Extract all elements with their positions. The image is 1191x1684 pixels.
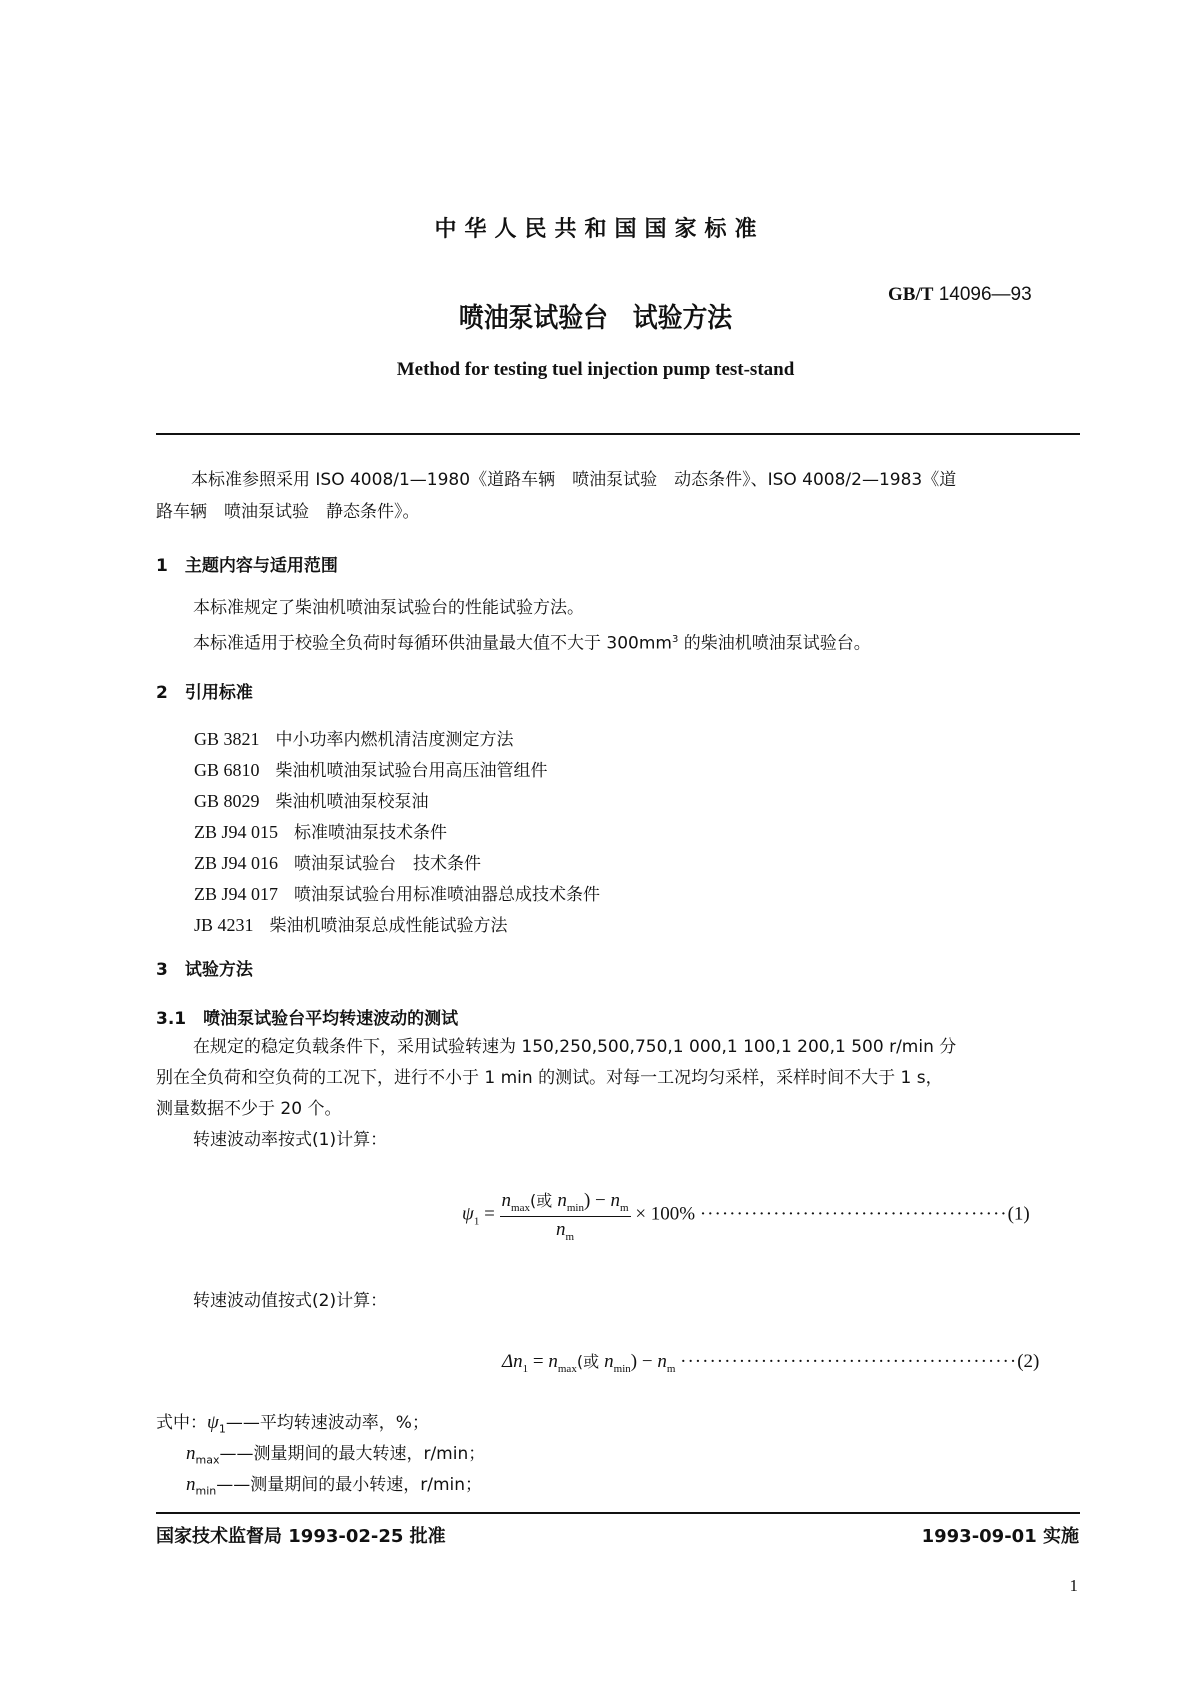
section-3-1-heading: 3.1 喷油泵试验台平均转速波动的测试 (156, 1009, 459, 1029)
standard-code-number: 14096—93 (938, 284, 1032, 305)
where-prefix: 式中： (156, 1413, 207, 1433)
reference-item (194, 848, 600, 879)
para-2-text: 本标准适用于校验全负荷时每循环供油量最大值不大于 300mm (193, 633, 672, 654)
denominator: $n_m$ (556, 1218, 575, 1243)
reference-item (194, 755, 600, 786)
reference-item (194, 817, 600, 848)
formula-1-intro: 转速波动率按式(1)计算： (193, 1130, 388, 1150)
reference-list (194, 724, 600, 941)
reference-code: ZB J94 017 (194, 884, 279, 904)
page-number: 1 (1069, 1576, 1078, 1595)
reference-title: 喷油泵试验台 技术条件 (294, 854, 482, 874)
national-standard-heading: 中华人民共和国国家标准 (434, 217, 765, 242)
reference-item (194, 910, 600, 941)
reference-title: 中小功率内燃机清洁度测定方法 (275, 730, 514, 750)
reference-code: GB 3821 (194, 729, 260, 749)
effective-date: 1993-09-01 实施 (921, 1526, 1079, 1547)
section-3-1-para-line-3: 测量数据不少于 20 个。 (156, 1099, 342, 1119)
superscript-3: 3 (671, 634, 679, 645)
reference-title: 柴油机喷油泵校泵油 (275, 792, 429, 812)
definition-nmax: $n_{max}——$测量期间的最大转速，r/min； (186, 1443, 486, 1467)
reference-code: JB 4231 (194, 915, 254, 935)
footer-divider (156, 1512, 1080, 1514)
formula-1 (462, 1188, 1030, 1243)
header-divider (156, 433, 1080, 435)
equation-label-1: (1) (1007, 1203, 1030, 1225)
reference-code: GB 6810 (194, 760, 260, 780)
preface-line-1: 本标准参照采用 ISO 4008/1—1980《道路车辆 喷油泵试验 动态条件》、ISO 4008/2—1983《道 (191, 470, 957, 490)
equals-sign: = (484, 1203, 500, 1225)
reference-item (194, 786, 600, 817)
reference-code: GB 8029 (194, 791, 260, 811)
fraction (500, 1188, 631, 1243)
document-title-en: Method for testing tuel injection pump test-stand (396, 359, 795, 380)
section-1-para-2 (193, 624, 871, 660)
percent-factor: × 100% (635, 1203, 696, 1225)
reference-code: ZB J94 015 (194, 822, 279, 842)
section-2-heading: 2 引用标准 (156, 683, 253, 703)
preface-line-2: 路车辆 喷油泵试验 静态条件》。 (156, 502, 420, 522)
section-1-para-1: 本标准规定了柴油机喷油泵试验台的性能试验方法。 (193, 598, 584, 618)
section-3-1-para-line-2: 别在全负荷和空负荷的工况下，进行不小于 1 min 的测试。对每一工况均匀采样，采样时间不大于 1 s， (156, 1068, 943, 1088)
reference-item (194, 879, 600, 910)
definition-nmin: $n_{min}——$测量期间的最小转速，r/min； (186, 1474, 483, 1498)
standard-code-prefix: GB/T (888, 284, 934, 305)
leader-dots: ·············································· (680, 1351, 1018, 1372)
formula-2-intro: 转速波动值按式(2)计算： (193, 1291, 388, 1311)
delta-n-symbol: Δn (502, 1351, 523, 1372)
formula-2: $\Delta n_1 = n_{max}$(或 $n_{min}) - n_m \cdot\cdot\cdot\cdot\cdot\cdot\cdot\cdot\cdot\cdot\cdot\cdot\cdot\cdot\cdot\cdot\cdot\cdot\cdot\cdot\cdot\cdot\cdot\cdot\cdot\cdot\cdot\cdot\cdot\cdot\cdot\cdot\cdot\cdot\cdot\cdot\cdot\cdot\cdot\cdot\cdot\cdot\cdot\cdot\cdot\cdot(2)$ (502, 1351, 1040, 1375)
equation-label-2: (2) (1017, 1351, 1040, 1372)
reference-code: ZB J94 016 (194, 853, 279, 873)
subscript: 1 (473, 1215, 480, 1228)
numerator: $n_{max}$(或 $n_{min}) - n_m$ (500, 1188, 631, 1217)
reference-title: 柴油机喷油泵试验台用高压油管组件 (275, 761, 548, 781)
section-1-heading: 1 主题内容与适用范围 (156, 556, 338, 576)
reference-title: 喷油泵试验台用标准喷油器总成技术条件 (294, 885, 601, 905)
reference-title: 柴油机喷油泵总成性能试验方法 (269, 916, 508, 936)
approval-date: 国家技术监督局 1993-02-25 批准 (156, 1526, 446, 1547)
leader-dots: ·········································· (699, 1203, 1008, 1225)
section-3-1-para-line-1: 在规定的稳定负载条件下，采用试验转速为 150,250,500,750,1 000,1 100,1 200,1 500 r/min 分 (193, 1037, 957, 1057)
definition-psi: 式中：$\psi_1——$平均转速波动率，%； (156, 1412, 429, 1436)
reference-title: 标准喷油泵技术条件 (294, 823, 448, 843)
document-title-zh: 喷油泵试验台 试验方法 (458, 303, 733, 334)
psi-symbol: ψ (462, 1203, 474, 1225)
section-3-heading: 3 试验方法 (156, 960, 253, 980)
para-2-text-end: 的柴油机喷油泵试验台。 (678, 633, 871, 654)
reference-item (194, 724, 600, 755)
